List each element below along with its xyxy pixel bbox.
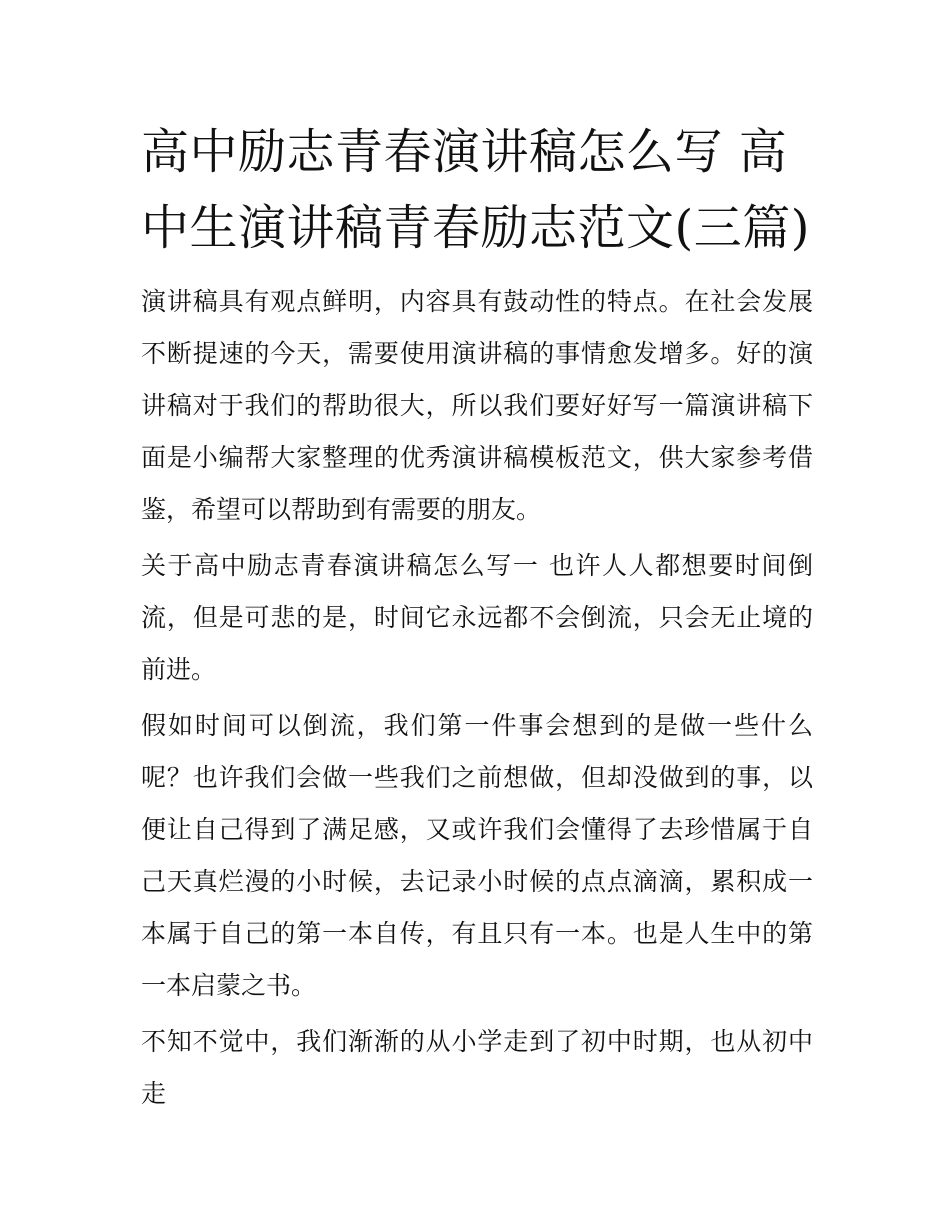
document-body bbox=[141, 114, 813, 1124]
body-paragraph: 假如时间可以倒流，我们第一件事会想到的是做一些什么呢？也许我们会做一些我们之前想做，但却没做到的事，以便让自己得到了满足感，又或许我们会懂得了去珍惜属于自己天真烂漫的小时候，去记录小时候的点点滴滴，累积成一本属于自己的第一本自传，有且只有一本。也是人生中的第一本启蒙之书。 bbox=[141, 711, 813, 1000]
section-one-paragraph: 关于高中励志青春演讲稿怎么写一 也许人人都想要时间倒流，但是可悲的是，时间它永远都不会倒流，只会无止境的前进。 bbox=[141, 551, 813, 684]
document-title: 高中励志青春演讲稿怎么写 高中生演讲稿青春励志范文(三篇) bbox=[141, 124, 810, 256]
body-paragraph-continued: 不知不觉中，我们渐渐的从小学走到了初中时期，也从初中走 bbox=[141, 1027, 813, 1108]
intro-paragraph: 演讲稿具有观点鲜明，内容具有鼓动性的特点。在社会发展不断提速的今天，需要使用演讲稿的事情愈发增多。好的演讲稿对于我们的帮助很大，所以我们要好好写一篇演讲稿下面是小编帮大家整理的优秀演讲稿模板范文，供大家参考借鉴，希望可以帮助到有需要的朋友。 bbox=[141, 287, 813, 524]
